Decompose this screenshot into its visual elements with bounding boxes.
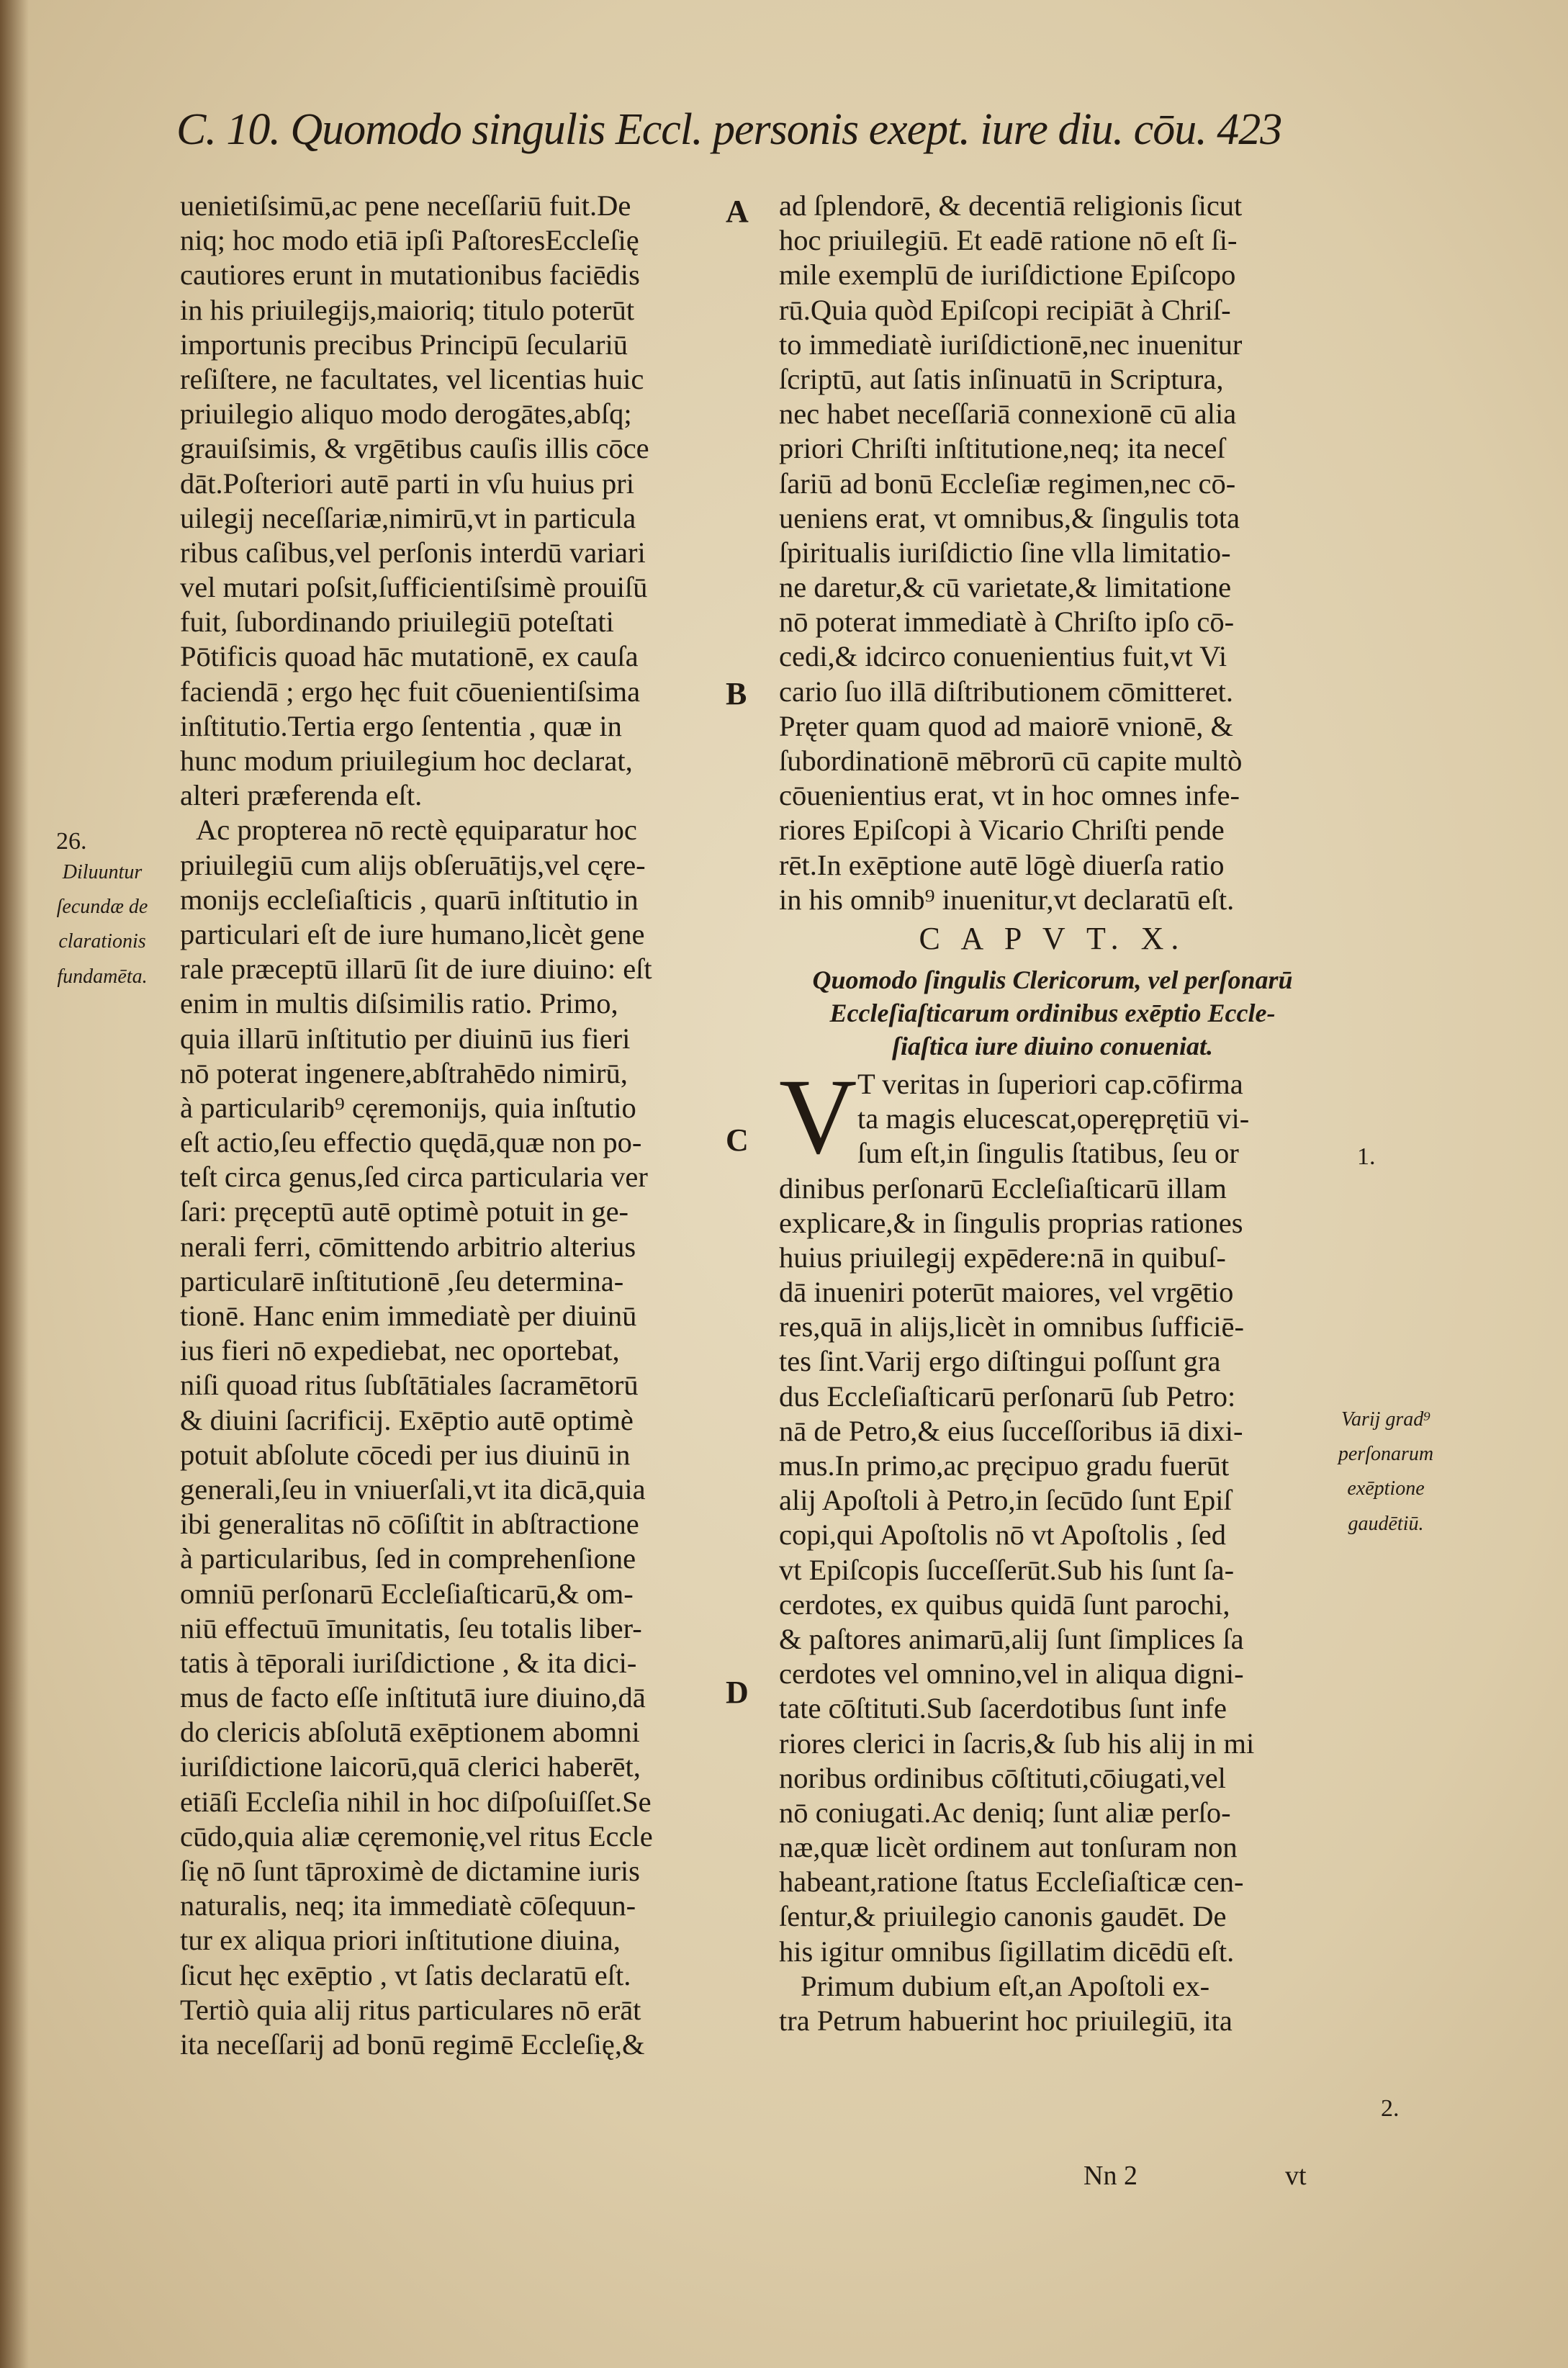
text-line: his igitur omnibus ſigillatim dicēdū eſt. (779, 1935, 1235, 1968)
chapter-subtitle (779, 963, 1326, 1063)
text-line: niq; hoc modo etiā ipſi PaſtoresEccleſię (180, 224, 639, 257)
margin-note-line: ſecundæ de (56, 896, 148, 919)
text-line: à particularib⁹ cęremonijs, quia inſtutio (180, 1091, 636, 1124)
text-line: reſiſtere, ne facultates, vel licentias huic (180, 362, 644, 395)
text-line: do clericis abſolutā exēptionem abomni (180, 1716, 640, 1749)
text-line: monijs eccleſiaſticis , quarū inſtitutio in (180, 883, 639, 916)
text-line: ueniens erat, vt omnibus,& ſingulis tota (779, 501, 1240, 534)
text-line: næ,quæ licèt ordinem aut tonſuram non (779, 1831, 1238, 1864)
margin-note-line: perſonarum (1338, 1443, 1434, 1466)
text-line: nō poterat ingenere,abſtrahēdo nimirū, (180, 1056, 628, 1089)
text-line: fuit, ſubordinando priuilegiū poteſtati (180, 605, 614, 639)
margin-paragraph-number-26: 26. (56, 828, 87, 855)
text-line: vel mutari poſsit,ſufficientiſsimè prouiſū (180, 571, 648, 604)
chapter-subtitle-line: Quomodo ſingulis Clericorum, vel perſonarū (812, 965, 1293, 994)
text-line: particularē inſtitutionē ,ſeu determina- (180, 1264, 624, 1297)
text-line: ſpiritualis iuriſdictio ſine vlla limitatio- (779, 536, 1231, 569)
text-line: uilegij neceſſariæ,nimirū,vt in particula (180, 501, 636, 534)
text-line: quia illarū inſtitutio per diuinū ius fieri (180, 1022, 631, 1055)
text-line: tionē. Hanc enim immediatè per diuinū (180, 1300, 637, 1332)
text-line: priuilegiū cum alijs obſeruātijs,vel cęre- (180, 848, 646, 881)
text-line: cōuenientius erat, vt in hoc omnes infe- (779, 779, 1240, 812)
text-line: hoc priuilegiū. Et eadē ratione nō eſt ſi- (779, 224, 1238, 257)
text-line: importunis precibus Principū ſeculariū (180, 328, 628, 361)
text-line: Primum dubium eſt,an Apoſtoli ex- (801, 1969, 1210, 2002)
text-line: habeant,ratione ſtatus Eccleſiaſticæ cen- (779, 1865, 1244, 1899)
text-line: mus de facto eſſe inſtitutā iure diuino,dā (180, 1681, 646, 1714)
chapter-heading: C A P V T. X. (919, 920, 1186, 956)
text-line: ad ſplendorē, & decentiā religionis ſicut (779, 189, 1243, 222)
text-line: generali,ſeu in vniuerſali,vt ita dicā,quia (180, 1472, 646, 1505)
text-line: cario ſuo illā diſtributionem cōmitteret. (779, 675, 1233, 708)
text-line: dus Eccleſiaſticarū perſonarū ſub Petro: (779, 1379, 1236, 1413)
margin-note-line: fundamēta. (57, 965, 148, 988)
section-mark-c: C (726, 1122, 749, 1158)
chapter-subtitle-line: Eccleſiaſticarum ordinibus exēptio Eccle- (829, 998, 1276, 1027)
text-line: ribus caſibus,vel perſonis interdū variari (180, 536, 646, 569)
text-line: uenietiſsimū,ac pene neceſſariū fuit.De (180, 189, 631, 222)
text-line: ta magis elucescat,operęprętiū vi- (857, 1102, 1250, 1135)
margin-note-right (1314, 1408, 1458, 1547)
section-mark-b: B (726, 676, 747, 711)
text-line: cūdo,quia aliæ cęremonię,vel ritus Eccle (180, 1819, 653, 1852)
margin-note-line: exēptione (1347, 1477, 1425, 1500)
text-line: dā inueniri poterūt maiores, vel vrgētio (779, 1276, 1234, 1309)
text-line: tra Petrum habuerint hoc priuilegiū, ita (779, 2004, 1233, 2037)
margin-note-line: Diluuntur (62, 861, 143, 883)
text-line: in his omnib⁹ inuenitur,vt declaratū eſt. (779, 883, 1235, 916)
text-line: grauiſsimis, & vrgētibus cauſis illis cōce (180, 432, 649, 465)
running-header: C. 10. Quomodo singulis Eccl. personis exept. iure diu. cōu. 423 (176, 105, 1282, 154)
text-line: enim in multis diſsimilis ratio. Primo, (180, 987, 618, 1020)
text-line: copi,qui Apoſtolis nō vt Apoſtolis , ſed (779, 1518, 1227, 1552)
margin-paragraph-number-1: 1. (1357, 1143, 1376, 1170)
margin-paragraph-number-2: 2. (1381, 2095, 1400, 2122)
page-gutter-shadow (0, 0, 29, 2368)
text-line: noribus ordinibus cōſtituti,cōiugati,vel (779, 1761, 1226, 1794)
text-line: niū effectuū īmunitatis, ſeu totalis liber- (180, 1611, 642, 1644)
margin-note-line: gaudētiū. (1348, 1512, 1424, 1535)
text-line: T veritas in ſuperiori cap.cōfirma (857, 1067, 1243, 1100)
text-line: Tertiò quia alij ritus particulares nō erāt (180, 1993, 641, 2026)
text-line: cedi,& idcirco conuenientius fuit,vt Vi (779, 640, 1227, 673)
text-line: in his priuilegijs,maioriq; titulo poterūt (180, 293, 635, 326)
text-line: ſariū ad bonū Eccleſiæ regimen,nec cō- (779, 467, 1236, 500)
left-column (180, 189, 713, 2062)
text-line: & paſtores animarū,alij ſunt ſimplices ſa (779, 1622, 1244, 1655)
text-line: huius priuilegij expēdere:nā in quibuſ- (779, 1241, 1226, 1274)
text-line: rū.Quia quòd Epiſcopi recipiāt à Chriſ- (779, 293, 1231, 326)
text-line: ſari: pręceptū autē optimè potuit in ge- (180, 1195, 629, 1228)
text-line: hunc modum priuilegium hoc declarat, (180, 744, 633, 777)
text-line: rale præceptū illarū ſit de iure diuino: eſt (180, 953, 652, 986)
text-line: vt Epiſcopis ſucceſſerūt.Sub his ſunt ſa- (779, 1553, 1235, 1586)
text-line: inſtitutio.Tertia ergo ſententia , quæ in (180, 709, 622, 742)
text-line: omniū perſonarū Eccleſiaſticarū,& om- (180, 1577, 634, 1610)
signature-mark: Nn 2 (1083, 2161, 1137, 2191)
text-line: res,quā in alijs,licèt in omnibus ſufficiē- (779, 1310, 1244, 1343)
text-line: nerali ferri, cōmittendo arbitrio alterius (180, 1230, 636, 1263)
right-column-continuation (779, 189, 1326, 917)
text-line: Pręter quam quod ad maiorē vnionē, & (779, 709, 1233, 742)
text-line: tatis à tēporali iuriſdictione , & ita dici- (180, 1646, 637, 1679)
section-mark-d: D (726, 1675, 749, 1710)
text-line: rēt.In exēptione autē lōgè diuerſa ratio (779, 848, 1225, 881)
text-line: alij Apoſtoli à Petro,in ſecūdo ſunt Epiſ (779, 1484, 1232, 1517)
text-line: eſt actio,ſeu effectio quędā,quæ non po- (180, 1126, 642, 1159)
text-line: ita neceſſarij ad bonū regimē Eccleſię,& (180, 2027, 645, 2061)
text-line: teſt circa genus,ſed circa particularia ver (180, 1161, 648, 1194)
text-line: alteri præferenda eſt. (180, 779, 423, 812)
text-line: cerdotes, ex quibus quidā ſunt parochi, (779, 1588, 1230, 1621)
text-line: ſcriptū, aut ſatis inſinuatū in Scriptura, (779, 362, 1224, 395)
catchword: vt (1285, 2161, 1307, 2191)
margin-note-left (37, 860, 167, 999)
text-line: Ac propterea nō rectè ęquiparatur hoc (196, 814, 637, 847)
text-line: ſum eſt,in ſingulis ſtatibus, ſeu or (857, 1137, 1239, 1170)
text-line: riores Epiſcopi à Vicario Chriſti pende (779, 814, 1225, 847)
text-line: & diuini ſacrificij. Exēptio autē optimè (180, 1403, 634, 1436)
text-line: dāt.Poſteriori autē parti in vſu huius pri (180, 467, 635, 500)
text-line: to immediatè iuriſdictionē,nec inuenitur (779, 328, 1243, 361)
text-line: cautiores erunt in mutationibus faciēdis (180, 258, 640, 292)
text-line: nō poterat immediatè à Chriſto ipſo cō- (779, 605, 1235, 639)
text-line: mile exemplū de iuriſdictione Epiſcopo (779, 258, 1236, 292)
text-line: ſubordinationē mēbrorū cū capite multò (779, 744, 1243, 777)
text-line: particulari eſt de iure humano,licèt gene (180, 917, 645, 950)
text-line: à particularibus, ſed in comprehenſione (180, 1542, 636, 1575)
text-line: explicare,& in ſingulis proprias rationes (779, 1206, 1243, 1239)
text-line: cerdotes vel omnino,vel in aliqua digni- (779, 1657, 1244, 1691)
text-line: priuilegio aliquo modo derogātes,abſq; (180, 397, 632, 431)
margin-note-line: clarationis (58, 930, 146, 953)
text-line: ius fieri nō expediebat, nec oportebat, (180, 1334, 620, 1367)
drop-capital: V (779, 1056, 857, 1176)
text-line: ſentur,& priuilegio canonis gaudēt. De (779, 1900, 1227, 1933)
margin-note-line: Varij grad⁹ (1341, 1408, 1431, 1431)
text-line: etiāſi Eccleſia nihil in hoc diſpoſuiſſet.Se (180, 1785, 652, 1818)
text-line: Pōtificis quoad hāc mutationē, ex cauſa (180, 640, 639, 673)
text-line: ſicut hęc exēptio , vt ſatis declaratū eſt. (180, 1958, 631, 1991)
text-line: tate cōſtituti.Sub ſacerdotibus ſunt infe (779, 1692, 1227, 1725)
chapter-body (779, 1171, 1326, 2039)
text-line: nā de Petro,& eius ſucceſſoribus iā dixi- (779, 1414, 1243, 1447)
text-line: potuit abſolute cōcedi per ius diuinū in (180, 1438, 631, 1471)
text-line: ſię nō ſunt tāproximè de dictamine iuris (180, 1855, 640, 1887)
text-line: iuriſdictione laicorū,quā clerici haberēt, (180, 1750, 641, 1783)
right-column (779, 189, 1326, 2038)
dropcap-lines (779, 1056, 1326, 1176)
text-line: tur ex aliqua priori inſtitutione diuina, (180, 1924, 621, 1957)
text-line: dinibus perſonarū Eccleſiaſticarū illam (779, 1171, 1227, 1205)
text-line: ibi generalitas nō cōſiſtit in abſtractione (180, 1508, 639, 1541)
text-line: riores clerici in ſacris,& ſub his alij in mi (779, 1727, 1255, 1760)
text-line: priori Chriſti inſtitutione,neq; ita neceſ (779, 432, 1225, 465)
text-line: tes ſint.Varij ergo diſtingui poſſunt gra (779, 1345, 1221, 1378)
text-line: faciendā ; ergo hęc fuit cōuenientiſsima (180, 675, 641, 708)
text-line: nō coniugati.Ac deniq; ſunt aliæ perſo- (779, 1796, 1231, 1829)
text-line: nec habet neceſſariā connexionē cū alia (779, 397, 1237, 431)
text-line: niſi quoad ritus ſubſtātiales ſacramētorū (180, 1369, 639, 1402)
text-line: mus.In primo,ac pręcipuo gradu fuerūt (779, 1449, 1230, 1482)
text-line: ne daretur,& cū varietate,& limitatione (779, 571, 1232, 604)
section-mark-a: A (726, 194, 749, 229)
chapter-opening (779, 1056, 1326, 1176)
text-line: naturalis, neq; ita immediatè cōſequun- (180, 1889, 636, 1922)
chapter-subtitle-line: ſiaſtica iure diuino conueniat. (891, 1031, 1214, 1061)
